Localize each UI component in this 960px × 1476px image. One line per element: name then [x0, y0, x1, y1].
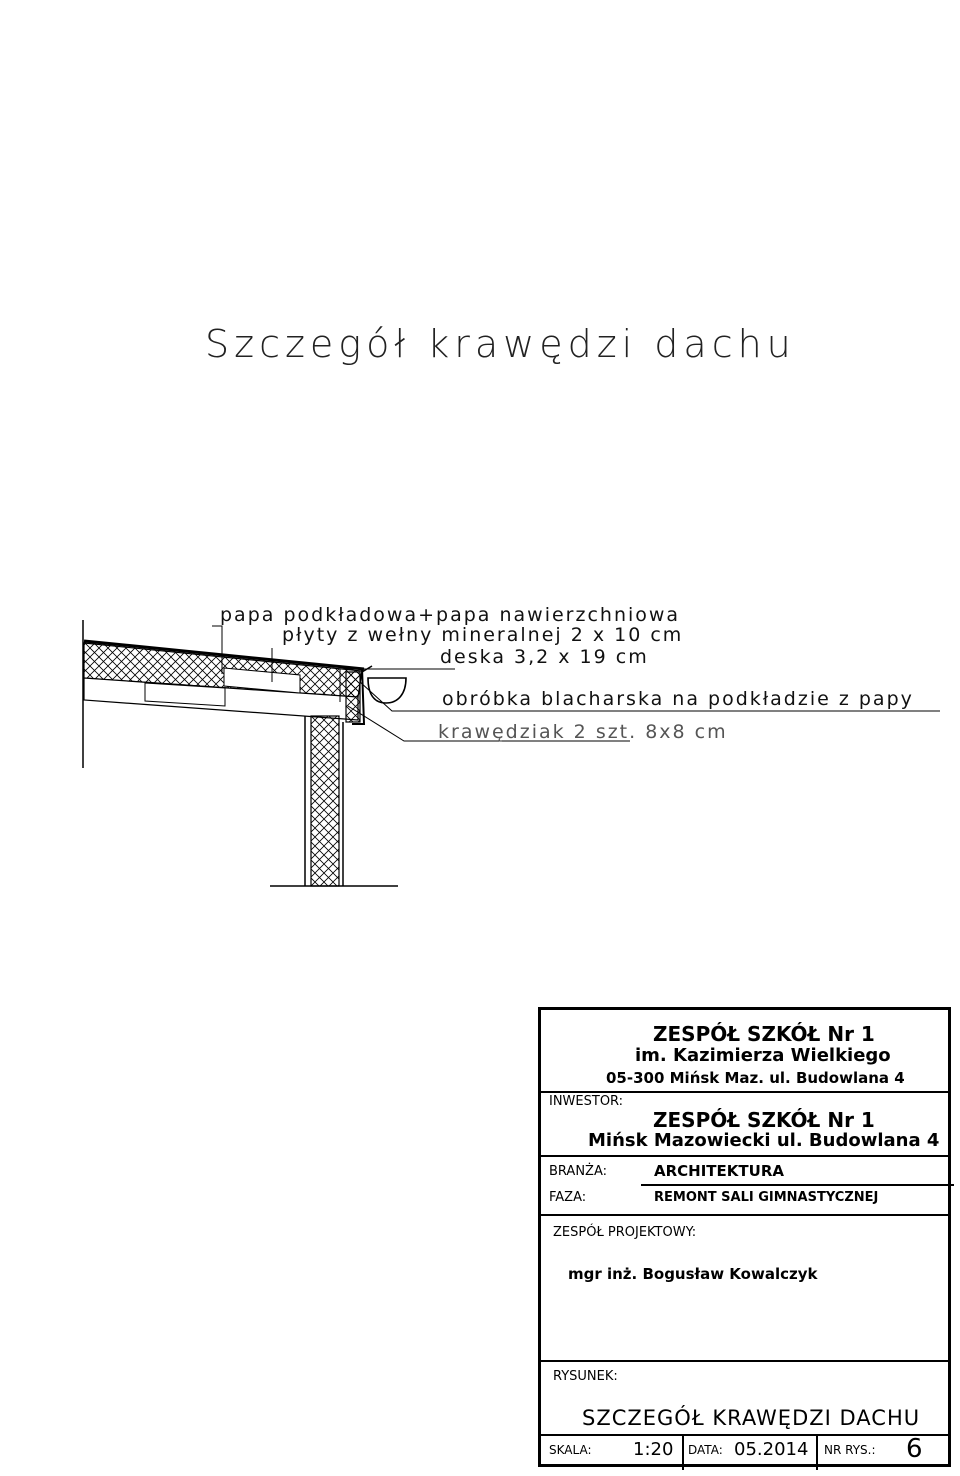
callout-roofing-felt: papa podkładowa+papa nawierzchniowa: [220, 604, 681, 626]
callout-flashing: obróbka blacharska na podkładzie z papy: [442, 688, 914, 710]
edge-beam: [346, 672, 360, 722]
divider: [541, 1091, 948, 1093]
divider: [682, 1434, 684, 1470]
phase-value: REMONT SALI GIMNASTYCZNEJ: [654, 1190, 879, 1205]
school-name: ZESPÓŁ SZKÓŁ Nr 1: [653, 1022, 875, 1046]
investor-address: Mińsk Mazowiecki ul. Budowlana 4: [588, 1130, 940, 1151]
gutter: [368, 678, 406, 703]
divider: [816, 1434, 818, 1470]
title-block: [538, 1007, 951, 1467]
number-value: 6: [906, 1434, 923, 1464]
drawing-title: Szczegół krawędzi dachu: [205, 322, 796, 366]
number-label: NR RYS.:: [824, 1443, 876, 1457]
callout-mineral-wool: płyty z wełny mineralnej 2 x 10 cm: [282, 624, 684, 646]
drawing-label: RYSUNEK:: [553, 1369, 618, 1384]
school-patron: im. Kazimierza Wielkiego: [635, 1045, 891, 1066]
school-address: 05-300 Mińsk Maz. ul. Budowlana 4: [606, 1069, 905, 1087]
branch-value: ARCHITEKTURA: [654, 1162, 784, 1180]
scale-value: 1:20: [633, 1439, 674, 1460]
date-value: 05.2014: [734, 1439, 809, 1460]
drawing-name: SZCZEGÓŁ KRAWĘDZI DACHU: [582, 1406, 921, 1430]
divider: [541, 1214, 948, 1216]
team-member: mgr inż. Bogusław Kowalczyk: [568, 1265, 818, 1283]
divider: [541, 1155, 948, 1157]
investor-name: ZESPÓŁ SZKÓŁ Nr 1: [653, 1108, 875, 1132]
date-label: DATA:: [688, 1443, 723, 1457]
investor-label: INWESTOR:: [549, 1094, 624, 1109]
divider: [641, 1184, 954, 1186]
phase-label: FAZA:: [549, 1190, 587, 1205]
wall-section: [311, 716, 339, 886]
scale-label: SKALA:: [549, 1443, 592, 1457]
callout-edge-beam: krawędziak 2 szt. 8x8 cm: [438, 721, 728, 743]
callout-deck-board: deska 3,2 x 19 cm: [440, 646, 649, 668]
branch-label: BRANŻA:: [549, 1164, 607, 1179]
divider: [541, 1360, 948, 1362]
team-label: ZESPÓŁ PROJEKTOWY:: [553, 1225, 697, 1240]
divider: [541, 1434, 948, 1436]
